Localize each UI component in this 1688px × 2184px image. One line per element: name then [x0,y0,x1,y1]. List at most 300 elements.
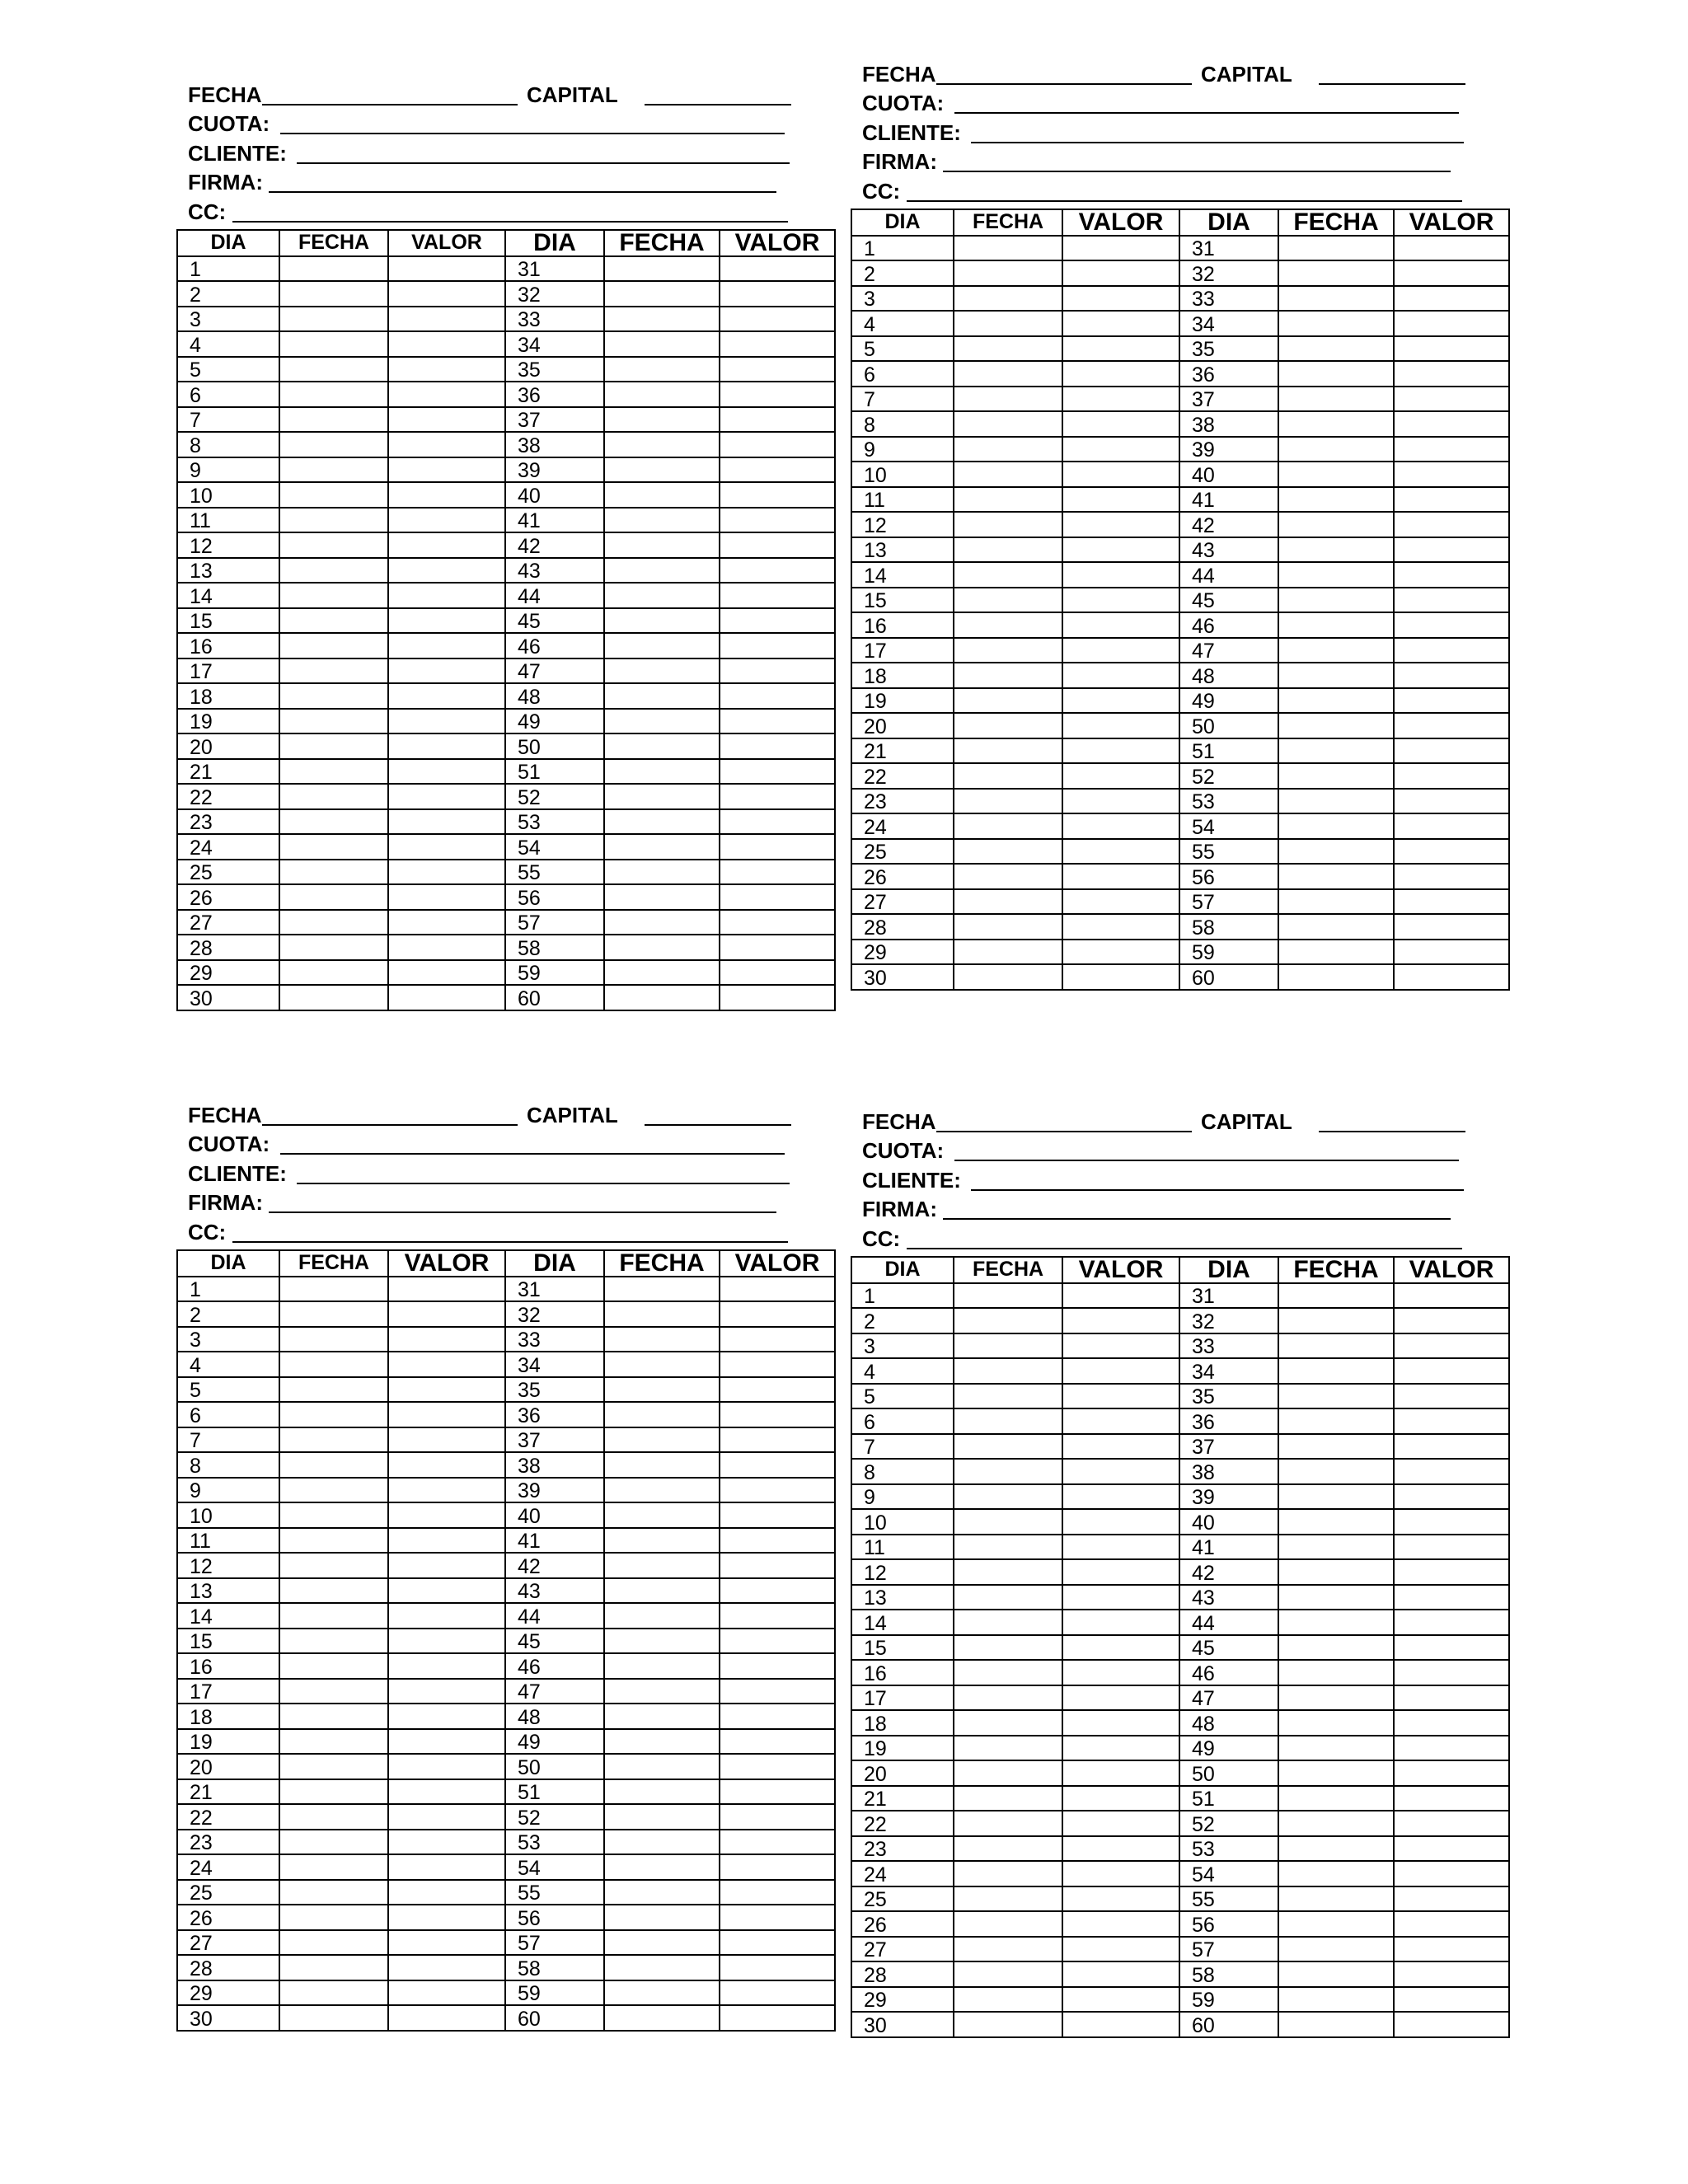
fecha-cell[interactable] [954,1535,1062,1560]
valor-cell[interactable] [720,1603,835,1629]
valor-cell[interactable] [388,1955,505,1980]
valor-cell[interactable] [1062,940,1179,965]
fecha-cell[interactable] [1278,638,1394,663]
valor-cell[interactable] [388,1402,505,1427]
valor-cell[interactable] [388,1352,505,1377]
fecha-cell[interactable] [604,1704,720,1729]
fecha-cell[interactable] [1278,260,1394,286]
fecha-cell[interactable] [1278,336,1394,362]
cuota-field[interactable] [954,112,1459,114]
valor-cell[interactable] [720,1804,835,1830]
cc-field[interactable] [232,1241,788,1243]
fecha-cell[interactable] [954,1484,1062,1510]
fecha-cell[interactable] [604,1427,720,1453]
fecha-cell[interactable] [279,1854,388,1880]
fecha-cell[interactable] [604,307,720,332]
fecha-field[interactable] [262,1124,518,1126]
fecha-cell[interactable] [954,537,1062,563]
valor-cell[interactable] [720,281,835,307]
fecha-cell[interactable] [1278,940,1394,965]
fecha-cell[interactable] [279,307,388,332]
fecha-cell[interactable] [954,588,1062,613]
valor-cell[interactable] [388,733,505,759]
fecha-cell[interactable] [954,638,1062,663]
valor-cell[interactable] [1394,1811,1509,1836]
firma-field[interactable] [269,191,776,193]
fecha-cell[interactable] [1278,1535,1394,1560]
valor-cell[interactable] [1062,236,1179,261]
fecha-cell[interactable] [604,407,720,433]
valor-cell[interactable] [1394,487,1509,513]
fecha-cell[interactable] [954,864,1062,889]
fecha-cell[interactable] [279,532,388,558]
fecha-cell[interactable] [279,457,388,483]
valor-cell[interactable] [1062,387,1179,412]
valor-cell[interactable] [720,1277,835,1302]
fecha-cell[interactable] [954,1736,1062,1761]
fecha-cell[interactable] [954,1786,1062,1811]
valor-cell[interactable] [1394,1786,1509,1811]
valor-cell[interactable] [1062,638,1179,663]
valor-cell[interactable] [388,307,505,332]
fecha-cell[interactable] [604,683,720,709]
fecha-cell[interactable] [1278,864,1394,889]
capital-field[interactable] [1319,1131,1465,1132]
valor-cell[interactable] [388,1804,505,1830]
valor-cell[interactable] [720,834,835,860]
cuota-field[interactable] [280,1153,785,1155]
fecha-cell[interactable] [954,336,1062,362]
fecha-cell[interactable] [279,508,388,533]
fecha-cell[interactable] [954,1408,1062,1434]
valor-cell[interactable] [1062,1358,1179,1384]
fecha-cell[interactable] [1278,1760,1394,1786]
valor-cell[interactable] [388,709,505,734]
valor-cell[interactable] [720,910,835,935]
valor-cell[interactable] [388,407,505,433]
valor-cell[interactable] [1394,1484,1509,1510]
fecha-cell[interactable] [279,935,388,960]
valor-cell[interactable] [720,1377,835,1403]
fecha-cell[interactable] [1278,1836,1394,1862]
fecha-cell[interactable] [604,759,720,785]
valor-cell[interactable] [720,1553,835,1578]
fecha-cell[interactable] [604,1930,720,1956]
fecha-cell[interactable] [604,633,720,658]
fecha-cell[interactable] [1278,889,1394,915]
fecha-cell[interactable] [954,411,1062,437]
fecha-cell[interactable] [604,382,720,407]
fecha-cell[interactable] [954,1911,1062,1937]
valor-cell[interactable] [388,1905,505,1930]
fecha-cell[interactable] [1278,1811,1394,1836]
fecha-cell[interactable] [604,357,720,382]
valor-cell[interactable] [1394,1961,1509,1987]
valor-cell[interactable] [1062,1635,1179,1661]
valor-cell[interactable] [1062,789,1179,814]
capital-field[interactable] [645,1124,791,1126]
valor-cell[interactable] [720,583,835,608]
fecha-cell[interactable] [604,457,720,483]
valor-cell[interactable] [1394,437,1509,462]
valor-cell[interactable] [1062,1685,1179,1711]
cliente-field[interactable] [297,162,790,164]
valor-cell[interactable] [720,482,835,508]
cc-field[interactable] [907,1248,1462,1249]
fecha-cell[interactable] [279,1804,388,1830]
fecha-cell[interactable] [1278,763,1394,789]
fecha-cell[interactable] [954,387,1062,412]
valor-cell[interactable] [388,1930,505,1956]
valor-cell[interactable] [720,407,835,433]
fecha-cell[interactable] [954,713,1062,738]
fecha-cell[interactable] [604,1679,720,1704]
fecha-cell[interactable] [279,1880,388,1905]
valor-cell[interactable] [388,633,505,658]
valor-cell[interactable] [1062,260,1179,286]
valor-cell[interactable] [388,1452,505,1478]
valor-cell[interactable] [388,960,505,986]
valor-cell[interactable] [1394,588,1509,613]
fecha-cell[interactable] [279,960,388,986]
fecha-cell[interactable] [604,1804,720,1830]
fecha-cell[interactable] [954,1333,1062,1359]
valor-cell[interactable] [720,1402,835,1427]
valor-cell[interactable] [1062,1559,1179,1585]
fecha-cell[interactable] [1278,914,1394,940]
valor-cell[interactable] [1394,1760,1509,1786]
valor-cell[interactable] [720,935,835,960]
valor-cell[interactable] [388,1327,505,1352]
fecha-cell[interactable] [604,1377,720,1403]
fecha-cell[interactable] [954,1635,1062,1661]
fecha-cell[interactable] [1278,964,1394,990]
valor-cell[interactable] [1062,763,1179,789]
fecha-cell[interactable] [604,1880,720,1905]
valor-cell[interactable] [388,1679,505,1704]
valor-cell[interactable] [1394,1283,1509,1309]
fecha-cell[interactable] [1278,1384,1394,1409]
valor-cell[interactable] [720,1478,835,1503]
valor-cell[interactable] [1062,336,1179,362]
valor-cell[interactable] [1394,1434,1509,1460]
fecha-field[interactable] [936,83,1192,85]
fecha-cell[interactable] [604,2005,720,2031]
fecha-cell[interactable] [604,1905,720,1930]
fecha-cell[interactable] [604,432,720,457]
valor-cell[interactable] [1394,336,1509,362]
valor-cell[interactable] [720,1653,835,1679]
valor-cell[interactable] [1394,512,1509,537]
fecha-cell[interactable] [954,914,1062,940]
valor-cell[interactable] [388,532,505,558]
fecha-cell[interactable] [1278,789,1394,814]
fecha-cell[interactable] [604,1779,720,1805]
valor-cell[interactable] [1394,286,1509,312]
valor-cell[interactable] [1394,1886,1509,1912]
valor-cell[interactable] [1062,286,1179,312]
valor-cell[interactable] [720,1880,835,1905]
fecha-cell[interactable] [954,1308,1062,1333]
fecha-cell[interactable] [954,1283,1062,1309]
fecha-field[interactable] [936,1131,1192,1132]
valor-cell[interactable] [720,960,835,986]
valor-cell[interactable] [720,508,835,533]
valor-cell[interactable] [1394,1459,1509,1484]
valor-cell[interactable] [720,683,835,709]
valor-cell[interactable] [388,910,505,935]
fecha-cell[interactable] [1278,1961,1394,1987]
fecha-cell[interactable] [604,658,720,684]
valor-cell[interactable] [1062,1811,1179,1836]
valor-cell[interactable] [388,860,505,885]
valor-cell[interactable] [1394,889,1509,915]
valor-cell[interactable] [388,985,505,1010]
valor-cell[interactable] [1394,688,1509,714]
valor-cell[interactable] [388,281,505,307]
valor-cell[interactable] [388,1277,505,1302]
fecha-cell[interactable] [604,733,720,759]
fecha-cell[interactable] [954,1811,1062,1836]
fecha-cell[interactable] [279,834,388,860]
valor-cell[interactable] [1394,1635,1509,1661]
fecha-cell[interactable] [1278,1861,1394,1886]
fecha-cell[interactable] [1278,1610,1394,1635]
fecha-cell[interactable] [954,437,1062,462]
fecha-cell[interactable] [604,482,720,508]
fecha-cell[interactable] [604,1854,720,1880]
fecha-cell[interactable] [954,1559,1062,1585]
fecha-cell[interactable] [1278,1660,1394,1685]
fecha-cell[interactable] [279,1779,388,1805]
valor-cell[interactable] [1394,1358,1509,1384]
valor-cell[interactable] [1394,1408,1509,1434]
fecha-cell[interactable] [1278,1685,1394,1711]
valor-cell[interactable] [1394,1836,1509,1862]
valor-cell[interactable] [388,1377,505,1403]
valor-cell[interactable] [720,784,835,809]
fecha-cell[interactable] [604,508,720,533]
fecha-cell[interactable] [279,1704,388,1729]
valor-cell[interactable] [1062,462,1179,487]
valor-cell[interactable] [720,633,835,658]
valor-cell[interactable] [1062,1408,1179,1434]
fecha-cell[interactable] [604,1603,720,1629]
valor-cell[interactable] [1062,1760,1179,1786]
valor-cell[interactable] [1394,663,1509,688]
valor-cell[interactable] [720,1980,835,2006]
valor-cell[interactable] [388,935,505,960]
valor-cell[interactable] [720,1528,835,1554]
valor-cell[interactable] [1062,1911,1179,1937]
fecha-cell[interactable] [1278,1408,1394,1434]
firma-field[interactable] [943,1218,1451,1220]
fecha-cell[interactable] [954,286,1062,312]
fecha-cell[interactable] [954,1610,1062,1635]
valor-cell[interactable] [388,1553,505,1578]
valor-cell[interactable] [1062,914,1179,940]
valor-cell[interactable] [1394,311,1509,336]
valor-cell[interactable] [388,1603,505,1629]
fecha-cell[interactable] [604,1754,720,1779]
fecha-cell[interactable] [604,1502,720,1528]
valor-cell[interactable] [720,1502,835,1528]
valor-cell[interactable] [720,759,835,785]
fecha-cell[interactable] [279,860,388,885]
valor-cell[interactable] [720,457,835,483]
fecha-cell[interactable] [1278,688,1394,714]
fecha-cell[interactable] [954,940,1062,965]
valor-cell[interactable] [1062,562,1179,588]
fecha-cell[interactable] [279,1528,388,1554]
fecha-cell[interactable] [279,1452,388,1478]
valor-cell[interactable] [1062,864,1179,889]
valor-cell[interactable] [1394,1987,1509,2013]
fecha-cell[interactable] [279,1830,388,1855]
cliente-field[interactable] [971,142,1464,143]
valor-cell[interactable] [720,331,835,357]
valor-cell[interactable] [720,884,835,910]
fecha-cell[interactable] [279,1754,388,1779]
fecha-cell[interactable] [604,960,720,986]
fecha-cell[interactable] [604,256,720,282]
fecha-cell[interactable] [604,331,720,357]
valor-cell[interactable] [388,658,505,684]
valor-cell[interactable] [720,733,835,759]
fecha-cell[interactable] [279,1578,388,1604]
fecha-cell[interactable] [279,1729,388,1755]
cuota-field[interactable] [954,1160,1459,1161]
fecha-cell[interactable] [604,1528,720,1554]
fecha-cell[interactable] [279,281,388,307]
valor-cell[interactable] [1062,1710,1179,1736]
valor-cell[interactable] [1394,1685,1509,1711]
fecha-cell[interactable] [279,407,388,433]
fecha-cell[interactable] [1278,311,1394,336]
fecha-cell[interactable] [279,1301,388,1327]
valor-cell[interactable] [1062,1886,1179,1912]
fecha-cell[interactable] [604,558,720,583]
valor-cell[interactable] [388,884,505,910]
valor-cell[interactable] [1062,1535,1179,1560]
valor-cell[interactable] [1062,1585,1179,1610]
valor-cell[interactable] [1062,813,1179,839]
valor-cell[interactable] [1394,1861,1509,1886]
valor-cell[interactable] [1062,411,1179,437]
fecha-cell[interactable] [279,809,388,835]
fecha-cell[interactable] [604,608,720,634]
fecha-cell[interactable] [1278,512,1394,537]
valor-cell[interactable] [720,1427,835,1453]
valor-cell[interactable] [1394,940,1509,965]
valor-cell[interactable] [388,357,505,382]
cuota-field[interactable] [280,133,785,134]
valor-cell[interactable] [720,1679,835,1704]
fecha-cell[interactable] [954,688,1062,714]
fecha-cell[interactable] [604,1729,720,1755]
fecha-cell[interactable] [954,889,1062,915]
fecha-cell[interactable] [1278,1937,1394,1962]
valor-cell[interactable] [388,1502,505,1528]
fecha-cell[interactable] [604,884,720,910]
valor-cell[interactable] [1062,1610,1179,1635]
fecha-cell[interactable] [954,1937,1062,1962]
fecha-cell[interactable] [604,910,720,935]
valor-cell[interactable] [388,834,505,860]
fecha-cell[interactable] [604,1301,720,1327]
valor-cell[interactable] [388,558,505,583]
cc-field[interactable] [232,221,788,223]
valor-cell[interactable] [388,1880,505,1905]
fecha-cell[interactable] [954,1384,1062,1409]
fecha-cell[interactable] [1278,1710,1394,1736]
fecha-cell[interactable] [279,709,388,734]
fecha-cell[interactable] [604,1352,720,1377]
valor-cell[interactable] [388,508,505,533]
fecha-cell[interactable] [279,1930,388,1956]
fecha-cell[interactable] [954,512,1062,537]
fecha-cell[interactable] [954,487,1062,513]
valor-cell[interactable] [1062,1509,1179,1535]
valor-cell[interactable] [1062,688,1179,714]
fecha-cell[interactable] [279,884,388,910]
fecha-cell[interactable] [954,964,1062,990]
fecha-cell[interactable] [954,462,1062,487]
valor-cell[interactable] [388,1301,505,1327]
valor-cell[interactable] [1394,813,1509,839]
valor-cell[interactable] [1394,537,1509,563]
fecha-cell[interactable] [279,1352,388,1377]
valor-cell[interactable] [1394,387,1509,412]
fecha-cell[interactable] [604,583,720,608]
fecha-cell[interactable] [1278,411,1394,437]
fecha-cell[interactable] [954,1585,1062,1610]
valor-cell[interactable] [1394,1660,1509,1685]
valor-cell[interactable] [720,709,835,734]
fecha-cell[interactable] [604,985,720,1010]
valor-cell[interactable] [388,1578,505,1604]
fecha-cell[interactable] [1278,1333,1394,1359]
fecha-cell[interactable] [954,1886,1062,1912]
fecha-cell[interactable] [954,1358,1062,1384]
valor-cell[interactable] [1062,1987,1179,2013]
valor-cell[interactable] [1062,612,1179,638]
valor-cell[interactable] [1394,1384,1509,1409]
valor-cell[interactable] [1394,1509,1509,1535]
valor-cell[interactable] [388,432,505,457]
fecha-cell[interactable] [954,1660,1062,1685]
fecha-cell[interactable] [604,1830,720,1855]
fecha-cell[interactable] [279,256,388,282]
fecha-cell[interactable] [279,1653,388,1679]
fecha-cell[interactable] [279,1327,388,1352]
fecha-cell[interactable] [1278,1484,1394,1510]
fecha-cell[interactable] [279,608,388,634]
valor-cell[interactable] [1394,1535,1509,1560]
valor-cell[interactable] [1394,1333,1509,1359]
valor-cell[interactable] [388,482,505,508]
fecha-cell[interactable] [604,1452,720,1478]
fecha-cell[interactable] [954,1434,1062,1460]
valor-cell[interactable] [1062,1786,1179,1811]
fecha-cell[interactable] [1278,1434,1394,1460]
fecha-cell[interactable] [954,663,1062,688]
fecha-cell[interactable] [279,482,388,508]
valor-cell[interactable] [1062,1384,1179,1409]
valor-cell[interactable] [1394,964,1509,990]
valor-cell[interactable] [1394,1559,1509,1585]
fecha-cell[interactable] [604,1478,720,1503]
